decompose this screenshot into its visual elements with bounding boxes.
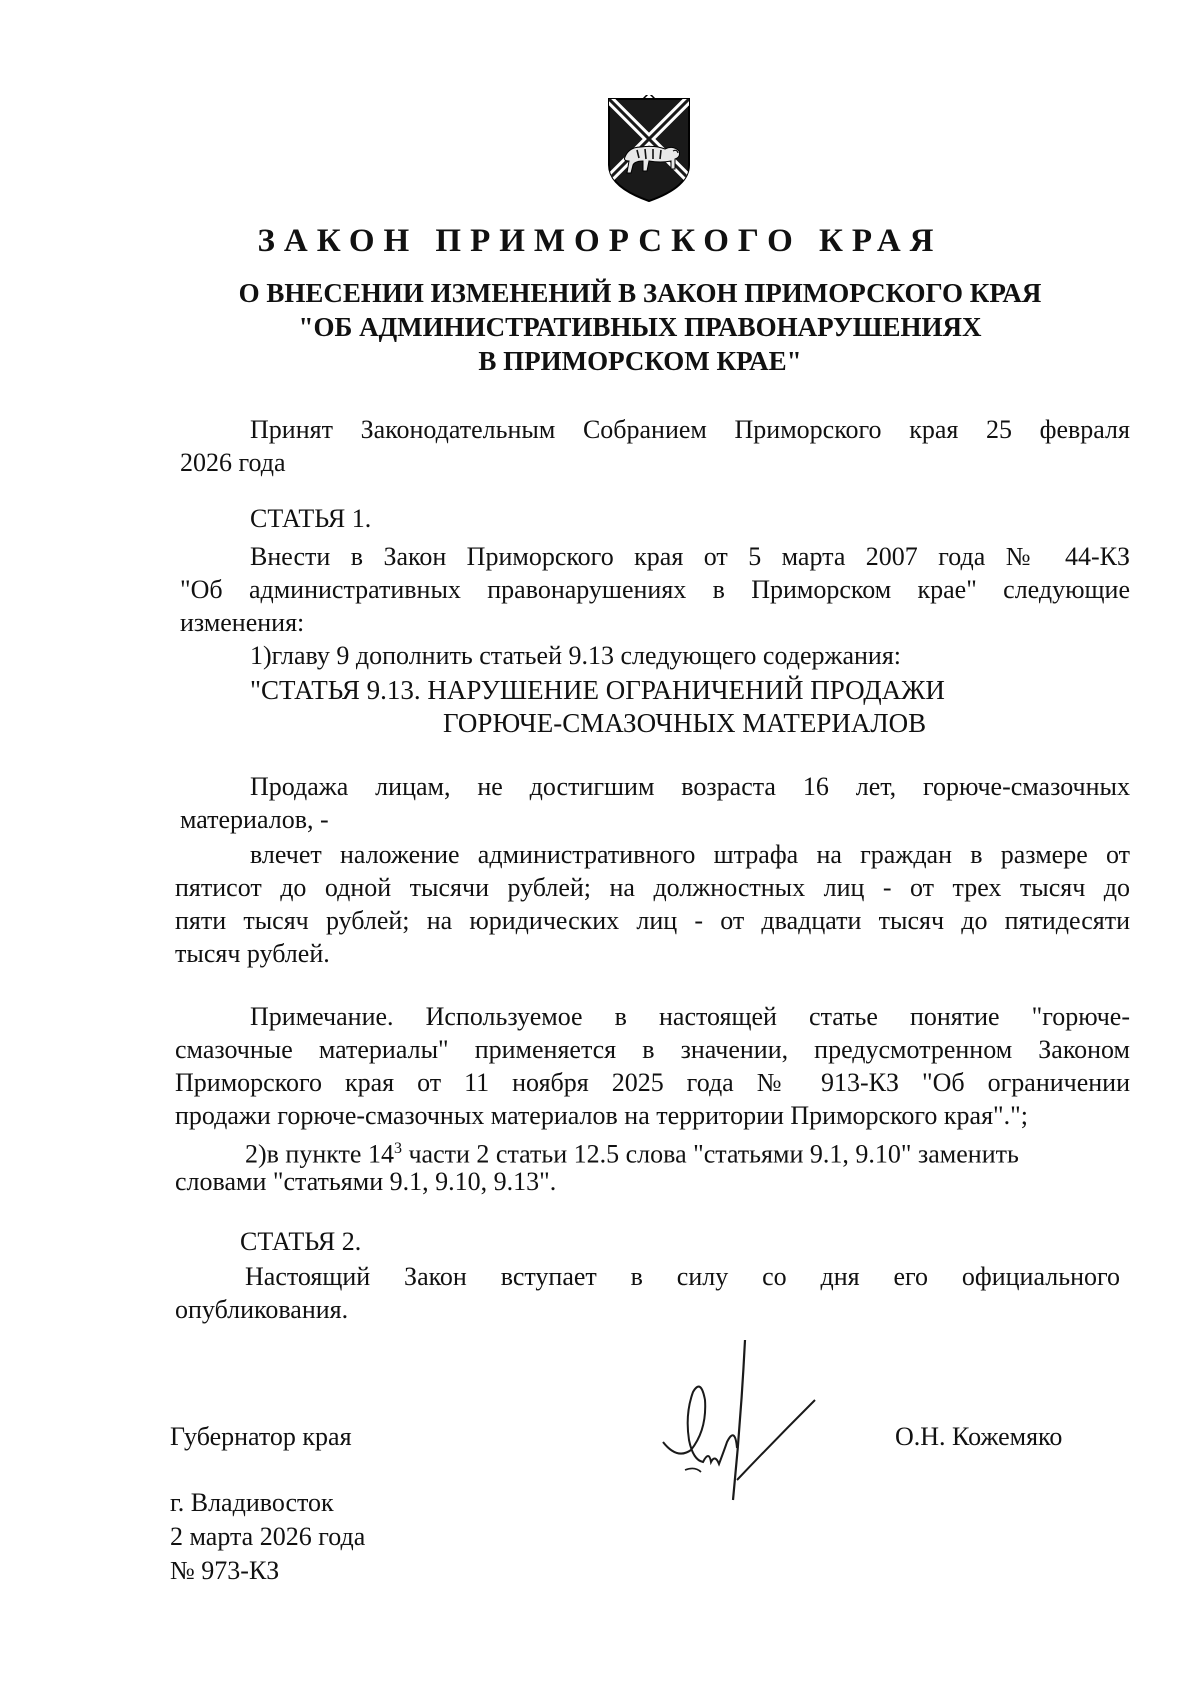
article-paragraph: пяти тысяч рублей; на юридических лиц - от двадцати тысяч до пятидесяти [175,906,1130,935]
item-2-text: части 2 статьи 12.5 слова "статьями 9.1, 9.10" заменить [401,1139,1019,1169]
subtitle-line: В ПРИМОРСКОМ КРАЕ" [478,346,802,376]
article-paragraph: тысяч рублей. [175,939,330,968]
signatory-name: О.Н. Кожемяко [895,1422,1063,1451]
subtitle-line: О ВНЕСЕНИИ ИЗМЕНЕНИЙ В ЗАКОН ПРИМОРСКОГО КРАЯ [238,278,1042,308]
signatory-position: Губернатор края [170,1422,352,1451]
article-paragraph: Продажа лицам, не достигшим возраста 16 лет, горюче-смазочных [250,772,1130,801]
signing-city: г. Владивосток [170,1488,334,1517]
new-article-title: ГОРЮЧЕ-СМАЗОЧНЫХ МАТЕРИАЛОВ [443,708,927,738]
law-number: № 973-КЗ [170,1556,280,1585]
amendment-item-1: 1)главу 9 дополнить статьей 9.13 следующего содержания: [250,641,902,670]
item-2-prefix: 2)в пункте 14 [245,1139,394,1169]
new-article-title: "СТАТЬЯ 9.13. НАРУШЕНИЕ ОГРАНИЧЕНИЙ ПРОДАЖИ [250,675,945,705]
subtitle-line: "ОБ АДМИНИСТРАТИВНЫХ ПРАВОНАРУШЕНИЯХ [298,312,982,342]
note-paragraph: Приморского края от 11 ноября 2025 года № 913-КЗ "Об ограничении [175,1068,1130,1097]
adopted-line: 2026 года [180,448,286,477]
article-1-text: Внести в Закон Приморского края от 5 марта 2007 года № 44-КЗ [250,542,1130,571]
article-2-heading: СТАТЬЯ 2. [240,1227,362,1256]
amendment-item-2: словами "статьями 9.1, 9.10, 9.13". [175,1167,557,1196]
coat-of-arms-emblem [603,95,695,205]
article-paragraph: пятисот до одной тысячи рублей; на должностных лиц - от трех тысяч до [175,873,1130,902]
item-2-superscript: 3 [393,1140,402,1157]
signing-date: 2 марта 2026 года [170,1522,366,1551]
article-2-text: Настоящий Закон вступает в силу со дня его официального [245,1262,1120,1291]
article-1-text: "Об административных правонарушениях в Приморском крае" следующие [180,575,1130,604]
handwritten-signature [645,1330,825,1510]
note-paragraph: Примечание. Используемое в настоящей статье понятие "горюче- [250,1002,1130,1031]
article-1-text: изменения: [180,608,305,637]
note-paragraph: смазочные материалы" применяется в значении, предусмотренном Законом [175,1035,1130,1064]
law-subtitle [200,276,1080,378]
article-2-text: опубликования. [175,1295,349,1324]
article-1-heading: СТАТЬЯ 1. [250,504,372,533]
law-title: ЗАКОН ПРИМОРСКОГО КРАЯ [257,223,943,259]
note-paragraph: продажи горюче-смазочных материалов на территории Приморского края"."; [175,1101,1028,1130]
adopted-line: Принят Законодательным Собранием Приморского края 25 февраля [250,415,1130,444]
article-paragraph: материалов, - [180,805,329,834]
article-paragraph: влечет наложение административного штрафа на граждан в размере от [250,840,1130,869]
